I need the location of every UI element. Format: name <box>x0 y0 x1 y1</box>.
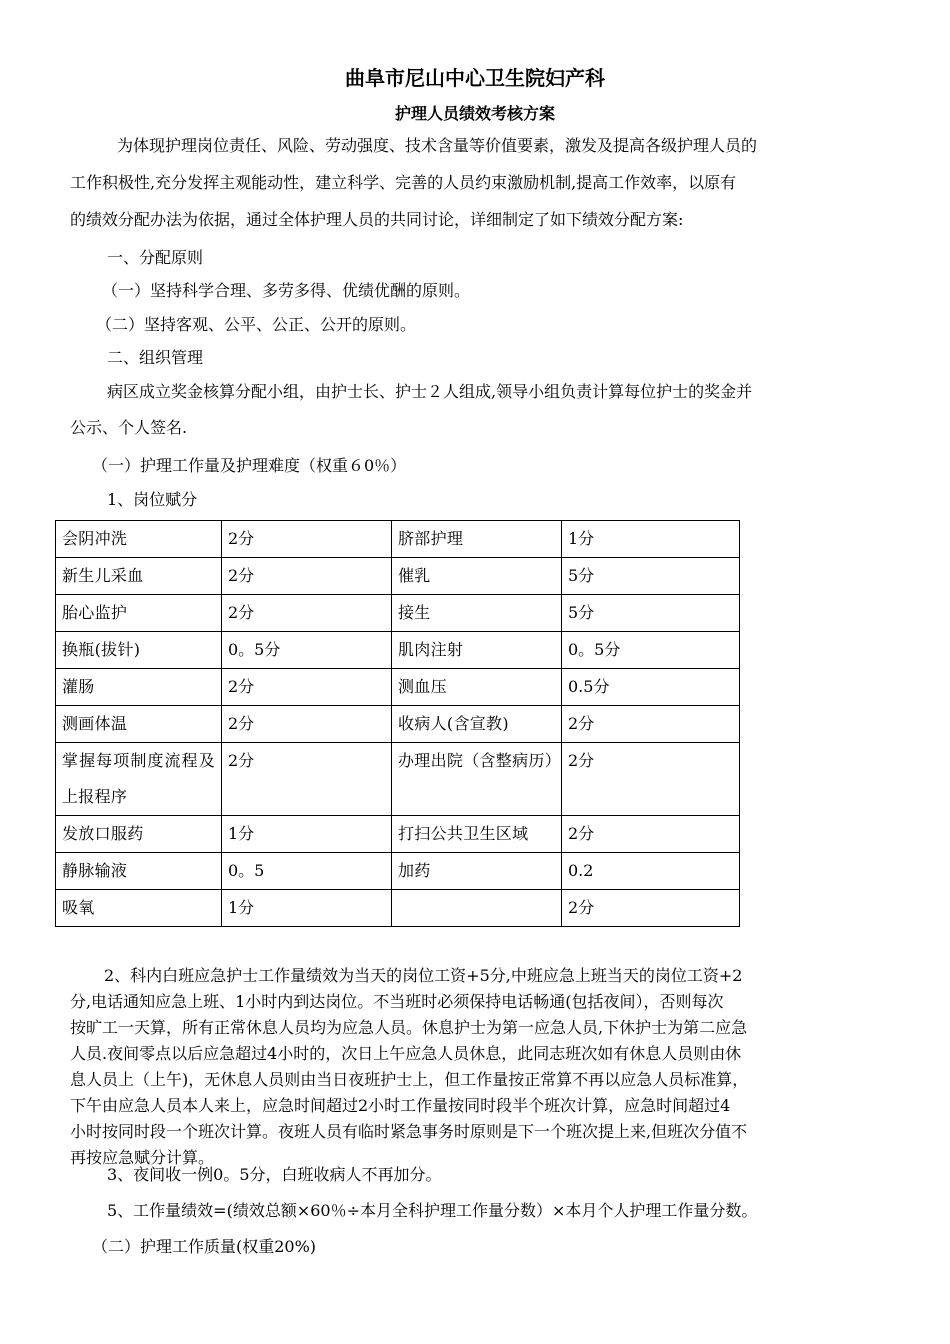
table-cell-score: 2分 <box>562 743 740 816</box>
section-heading-2: 二、组织管理 <box>107 348 204 367</box>
table-cell-score: 1分 <box>222 816 392 853</box>
table-cell-item: 脐部护理 <box>392 521 562 558</box>
table-cell-item: 测血压 <box>392 669 562 706</box>
document-title: 曲阜市尼山中心卫生院妇产科 <box>345 66 605 90</box>
para-line: 再按应急赋分计算。 <box>70 1148 215 1167</box>
org-line-1: 病区成立奖金核算分配小组，由护士长、护士２人组成,领导小组负责计算每位护士的奖金并 <box>107 382 753 401</box>
table-cell-item: 掌握每项制度流程及上报程序 <box>56 743 222 816</box>
table-cell-score: 0.5分 <box>562 669 740 706</box>
intro-line: 工作积极性,充分发挥主观能动性，建立科学、完善的人员约束激励机制,提高工作效率，以原有 <box>70 173 737 192</box>
para-line: 息人员上（上午)，无休息人员则由当日夜班护士上，但工作量按正常算不再以应急人员标准算， <box>70 1070 749 1089</box>
table-cell-item: 吸氧 <box>56 890 222 927</box>
section-heading-1: 一、分配原则 <box>107 248 204 267</box>
table-cell-item: 肌肉注射 <box>392 632 562 669</box>
table-row <box>56 890 740 927</box>
table-cell-item: 测画体温 <box>56 706 222 743</box>
principle-2: （二）坚持客观、公平、公正、公开的原则。 <box>96 315 417 334</box>
score-table <box>55 520 740 927</box>
table-cell-score: 2分 <box>222 521 392 558</box>
table-cell-score: 1分 <box>222 890 392 927</box>
table-row <box>56 558 740 595</box>
table-cell-score: 0。5分 <box>562 632 740 669</box>
para-line: 人员.夜间零点以后应急超过4小时的，次日上午应急人员休息，此同志班次如有休息人员则由休 <box>70 1044 742 1063</box>
intro-line: 的绩效分配办法为依据，通过全体护理人员的共同讨论，详细制定了如下绩效分配方案: <box>70 210 684 229</box>
item-night-admission: 3、夜间收一例0。5分，白班收病人不再加分。 <box>107 1165 442 1184</box>
table-cell-score: 0.2 <box>562 853 740 890</box>
para-line: 下午由应急人员本人来上，应急时间超过2小时工作量按同时段半个班次计算，应急时间超过4 <box>70 1096 731 1115</box>
table-cell-score: 5分 <box>562 558 740 595</box>
table-cell-score: 2分 <box>222 558 392 595</box>
table-cell-item: 加药 <box>392 853 562 890</box>
org-line-2: 公示、个人签名. <box>70 418 188 437</box>
table-row <box>56 743 740 816</box>
table-cell-score: 1分 <box>562 521 740 558</box>
table-cell-item: 会阴冲洗 <box>56 521 222 558</box>
table-cell-item: 胎心监护 <box>56 595 222 632</box>
table-cell-score: 0。5分 <box>222 632 392 669</box>
table-cell-score: 5分 <box>562 595 740 632</box>
subsection-quality: （二）护理工作质量(权重20%) <box>92 1237 317 1256</box>
table-cell-score: 0。5 <box>222 853 392 890</box>
table-cell-score: 2分 <box>562 706 740 743</box>
table-cell-score: 2分 <box>222 669 392 706</box>
para-line: 2、科内白班应急护士工作量绩效为当天的岗位工资+5分,中班应急上班当天的岗位工资+2 <box>104 966 743 985</box>
table-row <box>56 521 740 558</box>
table-cell-score: 2分 <box>222 595 392 632</box>
document-subtitle: 护理人员绩效考核方案 <box>394 104 555 123</box>
table-cell-item: 灌肠 <box>56 669 222 706</box>
table-cell-item: 办理出院（含整病历） <box>392 743 562 816</box>
table-cell-score: 2分 <box>562 890 740 927</box>
emergency-paragraph <box>70 963 886 1171</box>
para-line: 按旷工一天算，所有正常休息人员均为应急人员。休息护士为第一应急人员,下休护士为第二应急 <box>70 1018 748 1037</box>
table-row <box>56 706 740 743</box>
table-cell-item <box>392 890 562 927</box>
table-cell-item: 打扫公共卫生区域 <box>392 816 562 853</box>
para-line: 分,电话通知应急上班、1小时内到达岗位。不当班时必须保持电话畅通(包括夜间），否则每次 <box>70 992 724 1011</box>
table-cell-score: 2分 <box>222 743 392 816</box>
table-cell-item: 接生 <box>392 595 562 632</box>
table-row <box>56 816 740 853</box>
table-cell-item: 催乳 <box>392 558 562 595</box>
intro-line: 为体现护理岗位责任、风险、劳动强度、技术含量等价值要素，激发及提高各级护理人员的 <box>117 136 758 155</box>
table-row <box>56 853 740 890</box>
table-row <box>56 632 740 669</box>
principle-1: （一）坚持科学合理、多劳多得、优绩优酬的原则。 <box>102 281 471 300</box>
intro-paragraph <box>70 127 882 238</box>
table-cell-score: 2分 <box>222 706 392 743</box>
table-cell-item: 新生儿采血 <box>56 558 222 595</box>
table-row <box>56 669 740 706</box>
table-cell-item: 换瓶(拔针) <box>56 632 222 669</box>
table-cell-score: 2分 <box>562 816 740 853</box>
table-cell-item: 静脉输液 <box>56 853 222 890</box>
item-post-score: 1、岗位赋分 <box>107 490 198 509</box>
table-row <box>56 595 740 632</box>
item-workload-formula: 5、工作量绩效=(绩效总额×60％÷本月全科护理工作量分数）×本月个人护理工作量分数。 <box>107 1201 758 1220</box>
table-cell-item: 发放口服药 <box>56 816 222 853</box>
para-line: 小时按同时段一个班次计算。夜班人员有临时紧急事务时原则是下一个班次提上来,但班次分值不 <box>70 1122 748 1141</box>
subsection-workload: （一）护理工作量及护理难度（权重６0％） <box>92 456 407 475</box>
table-cell-item: 收病人(含宣教) <box>392 706 562 743</box>
